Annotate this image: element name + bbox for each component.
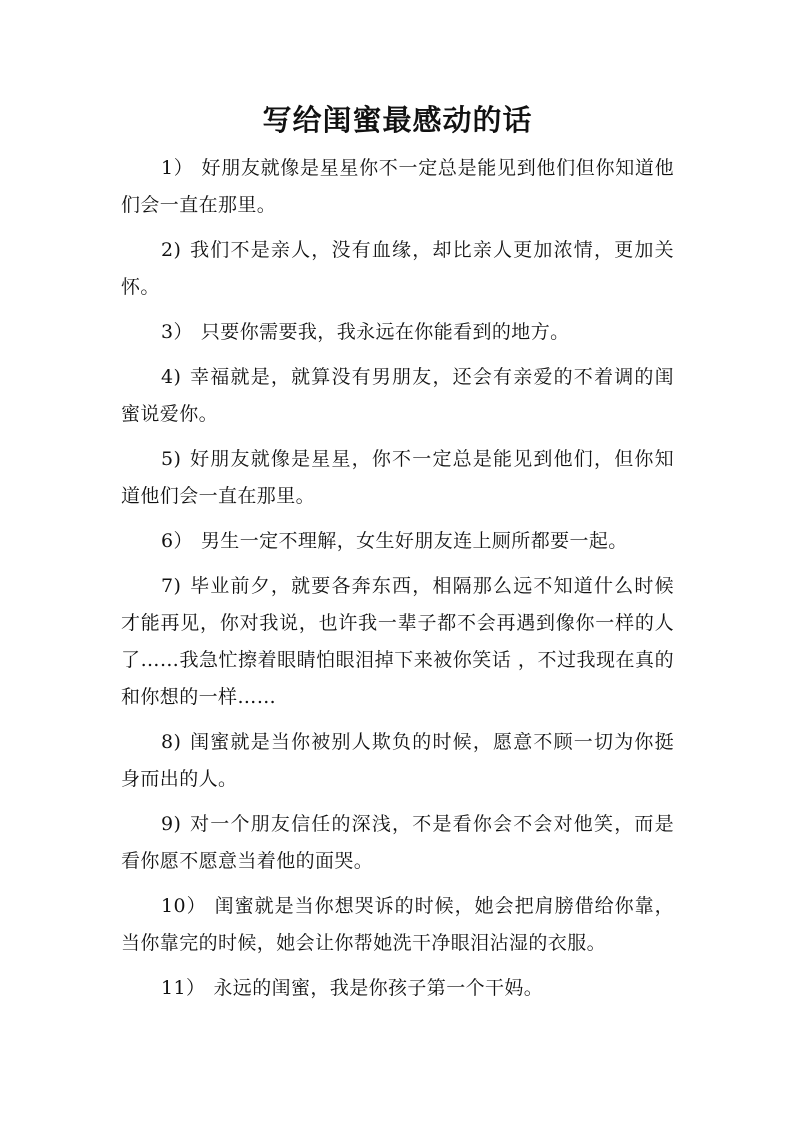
quote-number: 5) bbox=[161, 448, 182, 470]
quote-text: 对一个朋友信任的深浅，不是看你会不会对他笑，而是看你愿不愿意当着他的面哭。 bbox=[121, 813, 674, 872]
quote-item-11 bbox=[121, 970, 674, 1007]
quote-item-6 bbox=[121, 523, 674, 560]
quote-text: 闺蜜就是当你想哭诉的时候，她会把肩膀借给你靠，当你靠完的时候，她会让你帮她洗干净眼泪沾湿的衣服。 bbox=[121, 895, 674, 954]
quote-number: 9) bbox=[161, 813, 182, 835]
quote-text: 好朋友就像是星星，你不一定总是能见到他们，但你知道他们会一直在那里。 bbox=[121, 448, 674, 507]
quote-text: 只要你需要我，我永远在你能看到的地方。 bbox=[200, 321, 570, 343]
quote-text: 幸福就是，就算没有男朋友，还会有亲爱的不着调的闺蜜说爱你。 bbox=[121, 366, 674, 425]
quote-number: 3） bbox=[161, 321, 193, 343]
quote-item-7 bbox=[121, 568, 674, 716]
quote-number: 1） bbox=[161, 157, 194, 179]
quote-number: 2) bbox=[161, 239, 182, 261]
quote-item-1 bbox=[121, 150, 674, 224]
quote-number: 10） bbox=[161, 895, 207, 917]
quote-number: 7) bbox=[161, 575, 182, 597]
document-title: 写给闺蜜最感动的话 bbox=[262, 103, 533, 137]
quote-number: 4) bbox=[161, 366, 182, 388]
quote-item-9 bbox=[121, 806, 674, 880]
quote-item-2 bbox=[121, 232, 674, 306]
quote-text: 永远的闺蜜，我是你孩子第一个干妈。 bbox=[213, 977, 544, 999]
quote-item-10 bbox=[121, 888, 674, 962]
quote-item-5 bbox=[121, 441, 674, 515]
quote-text: 男生一定不理解，女生好朋友连上厕所都要一起。 bbox=[200, 530, 628, 552]
quote-text: 好朋友就像是星星你不一定总是能见到他们但你知道他们会一直在那里。 bbox=[121, 157, 675, 216]
quote-text: 毕业前夕，就要各奔东西，相隔那么远不知道什么时候才能再见，你对我说，也许我一辈子都不会再遇到像你一样的人了……我急忙擦着眼睛怕眼泪掉下来被你笑话 ，不过我现在真的和你想的一样…… bbox=[121, 575, 674, 708]
quote-list bbox=[121, 150, 674, 1007]
quote-text: 我们不是亲人，没有血缘，却比亲人更加浓情，更加关怀。 bbox=[121, 239, 674, 298]
quote-number: 11） bbox=[161, 977, 206, 999]
quote-number: 8) bbox=[161, 731, 182, 753]
quote-item-4 bbox=[121, 359, 674, 433]
quote-item-3 bbox=[121, 314, 674, 351]
quote-item-8 bbox=[121, 724, 674, 798]
quote-text: 闺蜜就是当你被别人欺负的时候，愿意不顾一切为你挺身而出的人。 bbox=[121, 731, 674, 790]
quote-number: 6） bbox=[161, 530, 193, 552]
